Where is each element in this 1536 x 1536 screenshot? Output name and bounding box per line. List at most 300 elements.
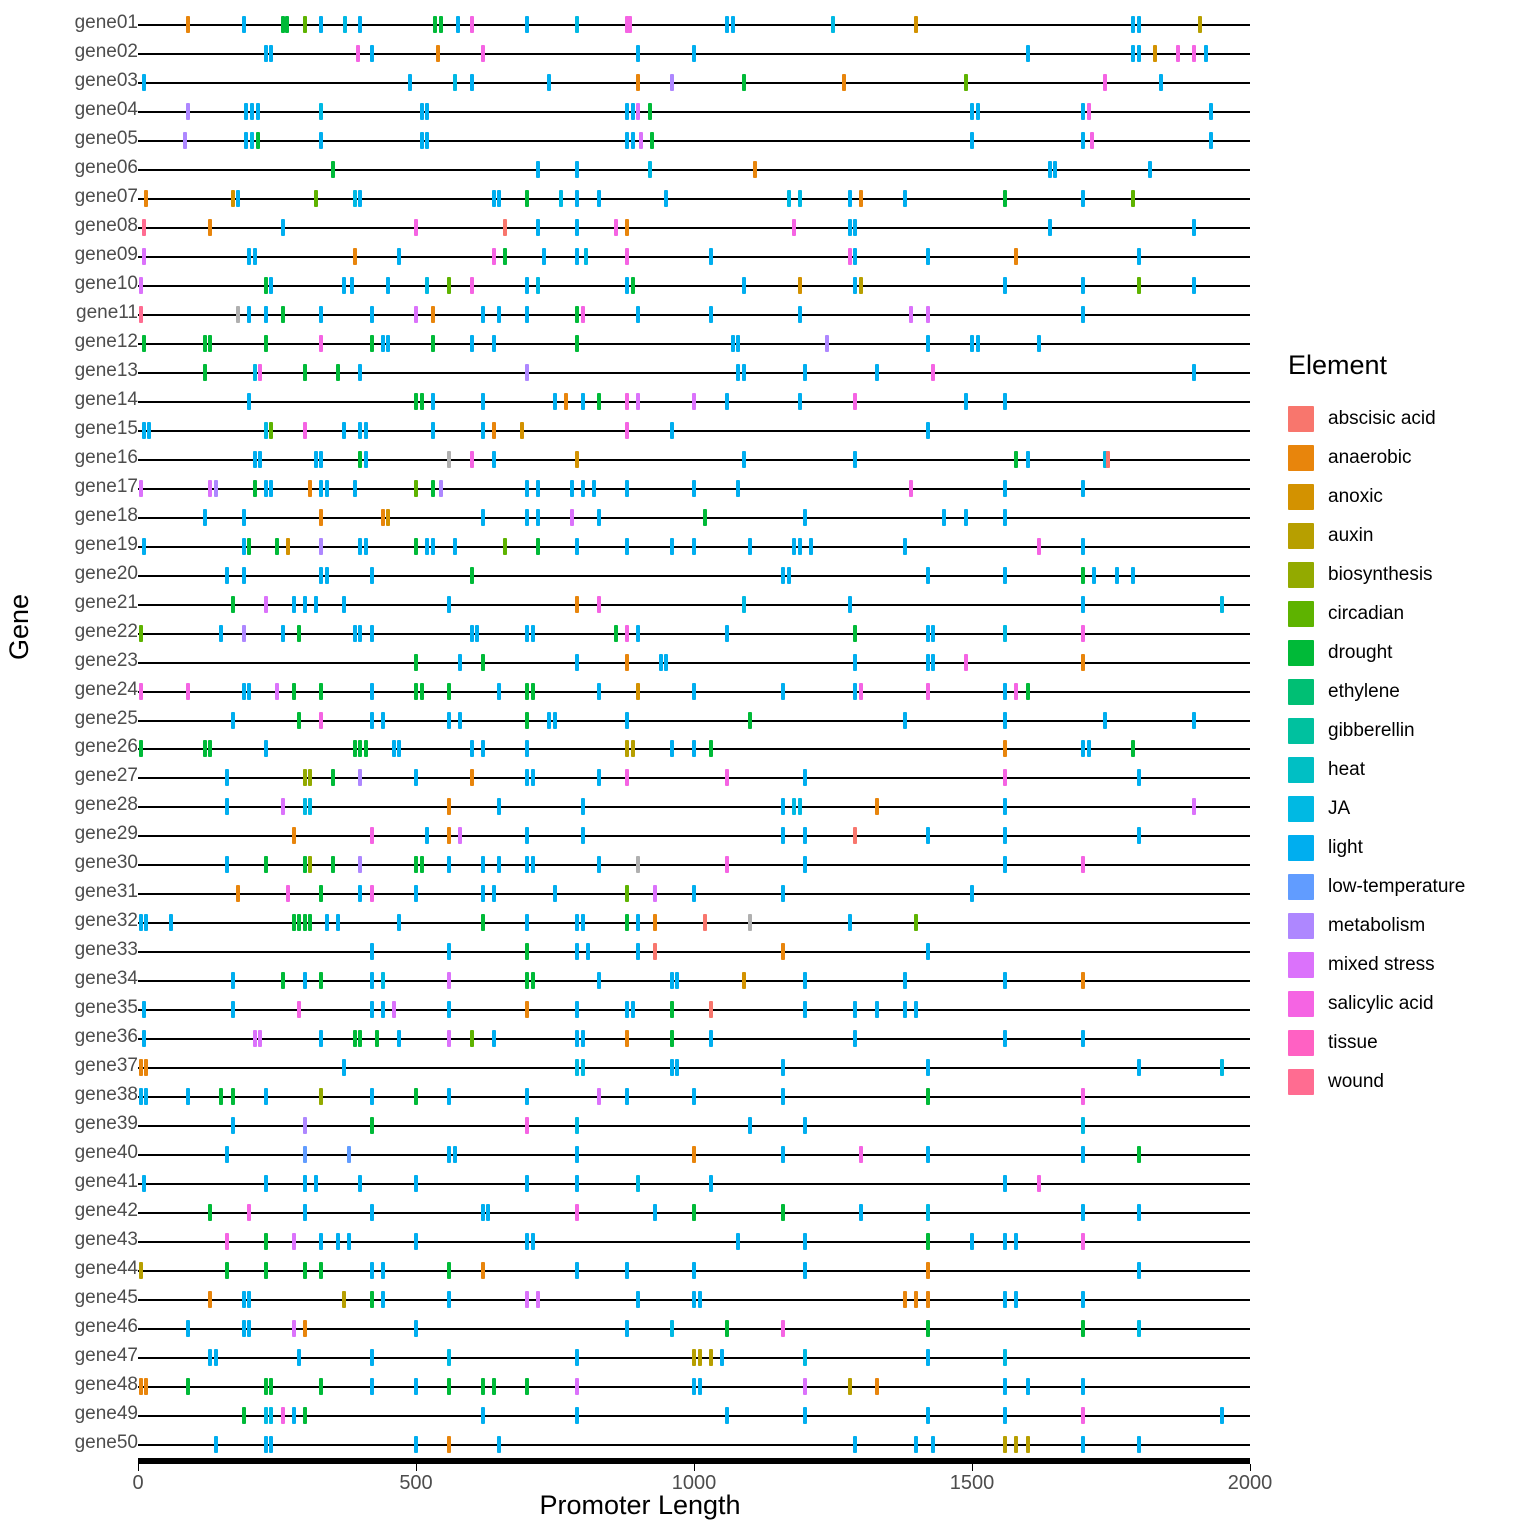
y-tick-label: gene24: [74, 678, 138, 700]
cis-element-mark: [803, 827, 807, 844]
cis-element-mark: [264, 1262, 268, 1279]
y-tick-label: gene39: [74, 1112, 138, 1134]
legend-item[interactable]: [1288, 867, 1528, 906]
cis-element-mark: [139, 1378, 143, 1395]
cis-element-mark: [281, 625, 285, 642]
legend-swatch: [1288, 445, 1314, 471]
cis-element-mark: [492, 451, 496, 468]
cis-element-mark: [414, 885, 418, 902]
cis-element-mark: [386, 335, 390, 352]
cis-element-mark: [1106, 451, 1110, 468]
cis-element-mark: [614, 219, 618, 236]
cis-element-mark: [244, 132, 248, 149]
cis-element-mark: [575, 306, 579, 323]
cis-element-mark: [597, 393, 601, 410]
legend-entries: [1288, 399, 1528, 1101]
cis-element-mark: [370, 1088, 374, 1105]
y-tick-label: gene04: [74, 99, 138, 121]
cis-element-mark: [425, 827, 429, 844]
cis-element-mark: [447, 972, 451, 989]
cis-element-mark: [670, 1059, 674, 1076]
cis-element-mark: [670, 74, 674, 91]
cis-element-mark: [425, 538, 429, 555]
cis-element-mark: [236, 885, 240, 902]
y-tick-label: gene49: [74, 1402, 138, 1424]
cis-element-mark: [1048, 161, 1052, 178]
cis-element-mark: [269, 422, 273, 439]
cis-element-mark: [414, 654, 418, 671]
cis-element-mark: [1003, 856, 1007, 873]
cis-element-mark: [547, 712, 551, 729]
cis-element-mark: [692, 1262, 696, 1279]
cis-element-mark: [525, 1233, 529, 1250]
cis-element-mark: [1081, 596, 1085, 613]
cis-element-mark: [297, 1001, 301, 1018]
cis-element-mark: [231, 712, 235, 729]
legend-item[interactable]: [1288, 633, 1528, 672]
cis-element-mark: [414, 306, 418, 323]
cis-element-mark: [447, 1001, 451, 1018]
legend-label: anaerobic: [1328, 446, 1412, 468]
gene-track: [138, 82, 1250, 83]
gene-baseline: [138, 227, 1250, 229]
gene-track: [138, 1328, 1250, 1329]
cis-element-mark: [264, 1233, 268, 1250]
cis-element-mark: [1192, 45, 1196, 62]
gene-track: [138, 633, 1250, 634]
cis-element-mark: [803, 1001, 807, 1018]
cis-element-mark: [225, 856, 229, 873]
cis-element-mark: [631, 1001, 635, 1018]
cis-element-mark: [470, 740, 474, 757]
legend-label: low-temperature: [1328, 875, 1466, 897]
cis-element-mark: [269, 1378, 273, 1395]
cis-element-mark: [1131, 16, 1135, 33]
cis-element-mark: [325, 480, 329, 497]
cis-element-mark: [292, 827, 296, 844]
y-tick-label: gene07: [74, 186, 138, 208]
legend-item[interactable]: [1288, 906, 1528, 945]
y-tick-label: gene08: [74, 215, 138, 237]
cis-element-mark: [292, 1407, 296, 1424]
legend-item[interactable]: [1288, 516, 1528, 555]
legend-item[interactable]: [1288, 789, 1528, 828]
legend: [1288, 350, 1528, 1101]
x-tick-label: 1500: [949, 1472, 995, 1494]
cis-element-mark: [186, 103, 190, 120]
cis-element-mark: [1026, 1436, 1030, 1453]
cis-element-mark: [859, 1204, 863, 1221]
cis-element-mark: [525, 480, 529, 497]
cis-element-mark: [926, 1407, 930, 1424]
cis-element-mark: [1003, 1407, 1007, 1424]
cis-element-mark: [853, 248, 857, 265]
cis-element-mark: [325, 914, 329, 931]
cis-element-mark: [670, 1030, 674, 1047]
cis-element-mark: [358, 422, 362, 439]
cis-element-mark: [1220, 1059, 1224, 1076]
legend-label: metabolism: [1328, 914, 1426, 936]
cis-element-mark: [425, 132, 429, 149]
cis-element-mark: [903, 972, 907, 989]
cis-element-mark: [692, 1088, 696, 1105]
cis-element-mark: [420, 856, 424, 873]
cis-element-mark: [470, 769, 474, 786]
cis-element-mark: [492, 1378, 496, 1395]
cis-element-mark: [698, 1378, 702, 1395]
cis-element-mark: [553, 885, 557, 902]
cis-element-mark: [926, 248, 930, 265]
y-tick-label: gene30: [74, 852, 138, 874]
cis-element-mark: [319, 885, 323, 902]
cis-element-mark: [381, 335, 385, 352]
gene-track: [138, 1357, 1250, 1358]
y-tick-label: gene13: [74, 360, 138, 381]
cis-element-mark: [242, 509, 246, 526]
gene-track: [138, 140, 1250, 141]
legend-swatch: [1288, 1030, 1314, 1056]
cis-element-mark: [492, 248, 496, 265]
cis-element-mark: [709, 1349, 713, 1366]
legend-item[interactable]: [1288, 1023, 1528, 1062]
cis-element-mark: [636, 943, 640, 960]
cis-element-mark: [575, 1030, 579, 1047]
cis-element-mark: [525, 856, 529, 873]
cis-element-mark: [275, 538, 279, 555]
cis-element-mark: [581, 798, 585, 815]
cis-element-mark: [414, 1175, 418, 1192]
gene-track: [138, 1270, 1250, 1271]
cis-element-mark: [692, 1378, 696, 1395]
gene-track: [138, 1241, 1250, 1242]
y-tick-label: gene29: [74, 823, 138, 845]
cis-element-mark: [392, 740, 396, 757]
cis-element-mark: [725, 856, 729, 873]
cis-element-mark: [358, 856, 362, 873]
cis-element-mark: [397, 1030, 401, 1047]
cis-element-mark: [297, 712, 301, 729]
cis-element-mark: [381, 1001, 385, 1018]
cis-element-mark: [675, 1059, 679, 1076]
cis-element-mark: [553, 712, 557, 729]
cis-element-mark: [1131, 567, 1135, 584]
cis-element-mark: [256, 103, 260, 120]
cis-element-mark: [542, 248, 546, 265]
gene-track: [138, 951, 1250, 952]
cis-element-mark: [139, 683, 143, 700]
cis-element-mark: [525, 1291, 529, 1308]
legend-label: ethylene: [1328, 680, 1400, 702]
cis-element-mark: [914, 1291, 918, 1308]
cis-element-mark: [492, 190, 496, 207]
cis-element-mark: [142, 1001, 146, 1018]
cis-element-mark: [1037, 335, 1041, 352]
cis-element-mark: [470, 335, 474, 352]
cis-element-mark: [470, 451, 474, 468]
cis-element-mark: [964, 654, 968, 671]
cis-element-mark: [258, 1030, 262, 1047]
cis-element-mark: [370, 1117, 374, 1134]
gene-track: [138, 1212, 1250, 1213]
cis-element-mark: [1014, 451, 1018, 468]
cis-element-mark: [447, 798, 451, 815]
x-tick-label: 500: [399, 1472, 433, 1494]
cis-element-mark: [303, 16, 307, 33]
cis-element-mark: [926, 567, 930, 584]
cis-element-mark: [1081, 1030, 1085, 1047]
cis-element-mark: [447, 1378, 451, 1395]
cis-element-mark: [1192, 712, 1196, 729]
cis-element-mark: [269, 480, 273, 497]
cis-element-mark: [636, 74, 640, 91]
cis-element-mark: [525, 1175, 529, 1192]
cis-element-mark: [575, 16, 579, 33]
cis-element-mark: [414, 1088, 418, 1105]
gene-track: [138, 198, 1250, 199]
cis-element-mark: [798, 393, 802, 410]
gene-track: [138, 864, 1250, 865]
cis-element-mark: [447, 596, 451, 613]
cis-element-mark: [142, 335, 146, 352]
cis-element-mark: [358, 538, 362, 555]
legend-item[interactable]: [1288, 750, 1528, 789]
x-axis-label: Promoter Length: [539, 1490, 741, 1520]
cis-element-mark: [597, 769, 601, 786]
cis-element-mark: [458, 712, 462, 729]
legend-item[interactable]: [1288, 555, 1528, 594]
cis-element-mark: [648, 161, 652, 178]
legend-item[interactable]: [1288, 711, 1528, 750]
cis-element-mark: [370, 972, 374, 989]
cis-element-mark: [1081, 625, 1085, 642]
x-tick: [694, 1464, 695, 1471]
legend-item[interactable]: [1288, 399, 1528, 438]
gene-track: [138, 835, 1250, 836]
cis-element-mark: [692, 1204, 696, 1221]
cis-element-mark: [225, 798, 229, 815]
cis-element-mark: [581, 1030, 585, 1047]
cis-element-mark: [853, 654, 857, 671]
legend-label: wound: [1328, 1070, 1384, 1092]
y-tick-label: gene38: [74, 1084, 138, 1105]
legend-item[interactable]: [1288, 984, 1528, 1023]
cis-element-mark: [370, 1001, 374, 1018]
cis-element-mark: [520, 422, 524, 439]
cis-element-mark: [931, 625, 935, 642]
cis-element-mark: [319, 1088, 323, 1105]
cis-element-mark: [803, 364, 807, 381]
cis-element-mark: [536, 161, 540, 178]
cis-element-mark: [370, 885, 374, 902]
cis-element-mark: [536, 1291, 540, 1308]
cis-element-mark: [636, 45, 640, 62]
cis-element-mark: [781, 1146, 785, 1163]
gene-track: [138, 169, 1250, 170]
y-tick-label: gene02: [74, 41, 138, 63]
cis-element-mark: [848, 1378, 852, 1395]
cis-element-mark: [281, 972, 285, 989]
cis-element-mark: [139, 480, 143, 497]
cis-element-mark: [1003, 1233, 1007, 1250]
cis-element-mark: [1081, 972, 1085, 989]
cis-element-mark: [481, 393, 485, 410]
cis-element-mark: [575, 248, 579, 265]
cis-element-mark: [142, 422, 146, 439]
cis-element-mark: [303, 972, 307, 989]
cis-element-mark: [242, 683, 246, 700]
cis-element-mark: [414, 683, 418, 700]
legend-item[interactable]: [1288, 945, 1528, 984]
cis-element-mark: [431, 422, 435, 439]
cis-element-mark: [1137, 248, 1141, 265]
legend-item[interactable]: [1288, 1062, 1528, 1101]
cis-element-mark: [742, 364, 746, 381]
cis-element-mark: [447, 943, 451, 960]
legend-item[interactable]: [1288, 828, 1528, 867]
legend-item[interactable]: [1288, 477, 1528, 516]
cis-element-mark: [875, 1001, 879, 1018]
cis-element-mark: [926, 1059, 930, 1076]
cis-element-mark: [803, 1407, 807, 1424]
cis-element-mark: [926, 335, 930, 352]
cis-element-mark: [625, 740, 629, 757]
cis-element-mark: [370, 827, 374, 844]
cis-element-mark: [370, 943, 374, 960]
cis-element-mark: [319, 306, 323, 323]
gene-track: [138, 343, 1250, 344]
cis-element-mark: [625, 625, 629, 642]
legend-label: heat: [1328, 758, 1365, 780]
cis-element-mark: [926, 827, 930, 844]
cis-element-mark: [414, 538, 418, 555]
legend-item[interactable]: [1288, 594, 1528, 633]
legend-item[interactable]: [1288, 672, 1528, 711]
cis-element-mark: [381, 972, 385, 989]
legend-swatch: [1288, 718, 1314, 744]
cis-element-mark: [286, 885, 290, 902]
cis-element-mark: [1081, 740, 1085, 757]
cis-element-mark: [926, 943, 930, 960]
cis-element-mark: [392, 1001, 396, 1018]
cis-element-mark: [303, 596, 307, 613]
cis-element-mark: [592, 480, 596, 497]
cis-element-mark: [1003, 625, 1007, 642]
cis-element-mark: [303, 1204, 307, 1221]
cis-element-mark: [597, 856, 601, 873]
cis-element-mark: [264, 45, 268, 62]
cis-element-mark: [264, 1175, 268, 1192]
cis-element-mark: [859, 683, 863, 700]
cis-element-mark: [414, 1436, 418, 1453]
cis-element-mark: [256, 132, 260, 149]
cis-element-mark: [803, 1378, 807, 1395]
cis-element-mark: [447, 1349, 451, 1366]
gene-track: [138, 111, 1250, 112]
cis-element-mark: [575, 1146, 579, 1163]
y-tick-label: gene22: [74, 620, 138, 642]
cis-element-mark: [247, 538, 251, 555]
cis-element-mark: [447, 1262, 451, 1279]
x-tick: [138, 1464, 139, 1471]
cis-element-mark: [492, 885, 496, 902]
cis-element-mark: [736, 1233, 740, 1250]
cis-element-mark: [625, 1320, 629, 1337]
gene-track: [138, 1386, 1250, 1387]
cis-element-mark: [203, 740, 207, 757]
cis-element-mark: [414, 480, 418, 497]
y-tick-label: gene11: [76, 302, 138, 324]
cis-element-mark: [303, 1175, 307, 1192]
cis-element-mark: [631, 277, 635, 294]
cis-element-mark: [186, 16, 190, 33]
cis-element-mark: [1137, 1204, 1141, 1221]
legend-label: circadian: [1328, 602, 1405, 624]
cis-element-mark: [308, 914, 312, 931]
y-tick-label: gene40: [74, 1141, 138, 1163]
gene-track: [138, 372, 1250, 373]
cis-element-mark: [903, 1291, 907, 1308]
cis-element-mark: [414, 1378, 418, 1395]
y-tick-label: gene14: [74, 388, 138, 410]
cis-element-mark: [803, 1117, 807, 1134]
y-axis-label: Gene: [4, 593, 34, 660]
legend-swatch: [1288, 952, 1314, 978]
y-tick-label: gene47: [74, 1344, 138, 1366]
cis-element-mark: [1081, 1088, 1085, 1105]
legend-item[interactable]: [1288, 438, 1528, 477]
cis-element-mark: [1003, 393, 1007, 410]
cis-element-mark: [364, 740, 368, 757]
gene-track: [138, 1038, 1250, 1039]
cis-element-mark: [1048, 219, 1052, 236]
gene-baseline: [138, 459, 1250, 461]
cis-element-mark: [142, 1175, 146, 1192]
cis-element-mark: [470, 567, 474, 584]
cis-element-mark: [853, 683, 857, 700]
y-tick-label: gene41: [74, 1170, 138, 1192]
cis-element-mark: [453, 538, 457, 555]
y-tick-label: gene42: [74, 1199, 138, 1221]
cis-element-mark: [1081, 1117, 1085, 1134]
cis-element-mark: [536, 509, 540, 526]
cis-element-mark: [475, 625, 479, 642]
cis-element-mark: [456, 16, 460, 33]
cis-element-mark: [208, 480, 212, 497]
cis-element-mark: [319, 335, 323, 352]
cis-element-mark: [225, 1233, 229, 1250]
cis-element-mark: [1003, 1175, 1007, 1192]
cis-element-mark: [319, 972, 323, 989]
cis-element-mark: [525, 190, 529, 207]
cis-element-mark: [636, 1175, 640, 1192]
cis-element-mark: [525, 827, 529, 844]
cis-element-mark: [208, 1349, 212, 1366]
cis-element-mark: [736, 364, 740, 381]
cis-element-mark: [698, 1291, 702, 1308]
cis-element-mark: [692, 538, 696, 555]
cis-element-mark: [742, 972, 746, 989]
legend-label: gibberellin: [1328, 719, 1415, 741]
gene-track: [138, 24, 1250, 25]
cis-element-mark: [781, 683, 785, 700]
cis-element-mark: [364, 422, 368, 439]
cis-element-mark: [370, 335, 374, 352]
cis-element-mark: [308, 856, 312, 873]
y-tick-label: gene50: [74, 1431, 138, 1453]
cis-element-mark: [439, 480, 443, 497]
legend-swatch: [1288, 562, 1314, 588]
cis-element-mark: [903, 538, 907, 555]
